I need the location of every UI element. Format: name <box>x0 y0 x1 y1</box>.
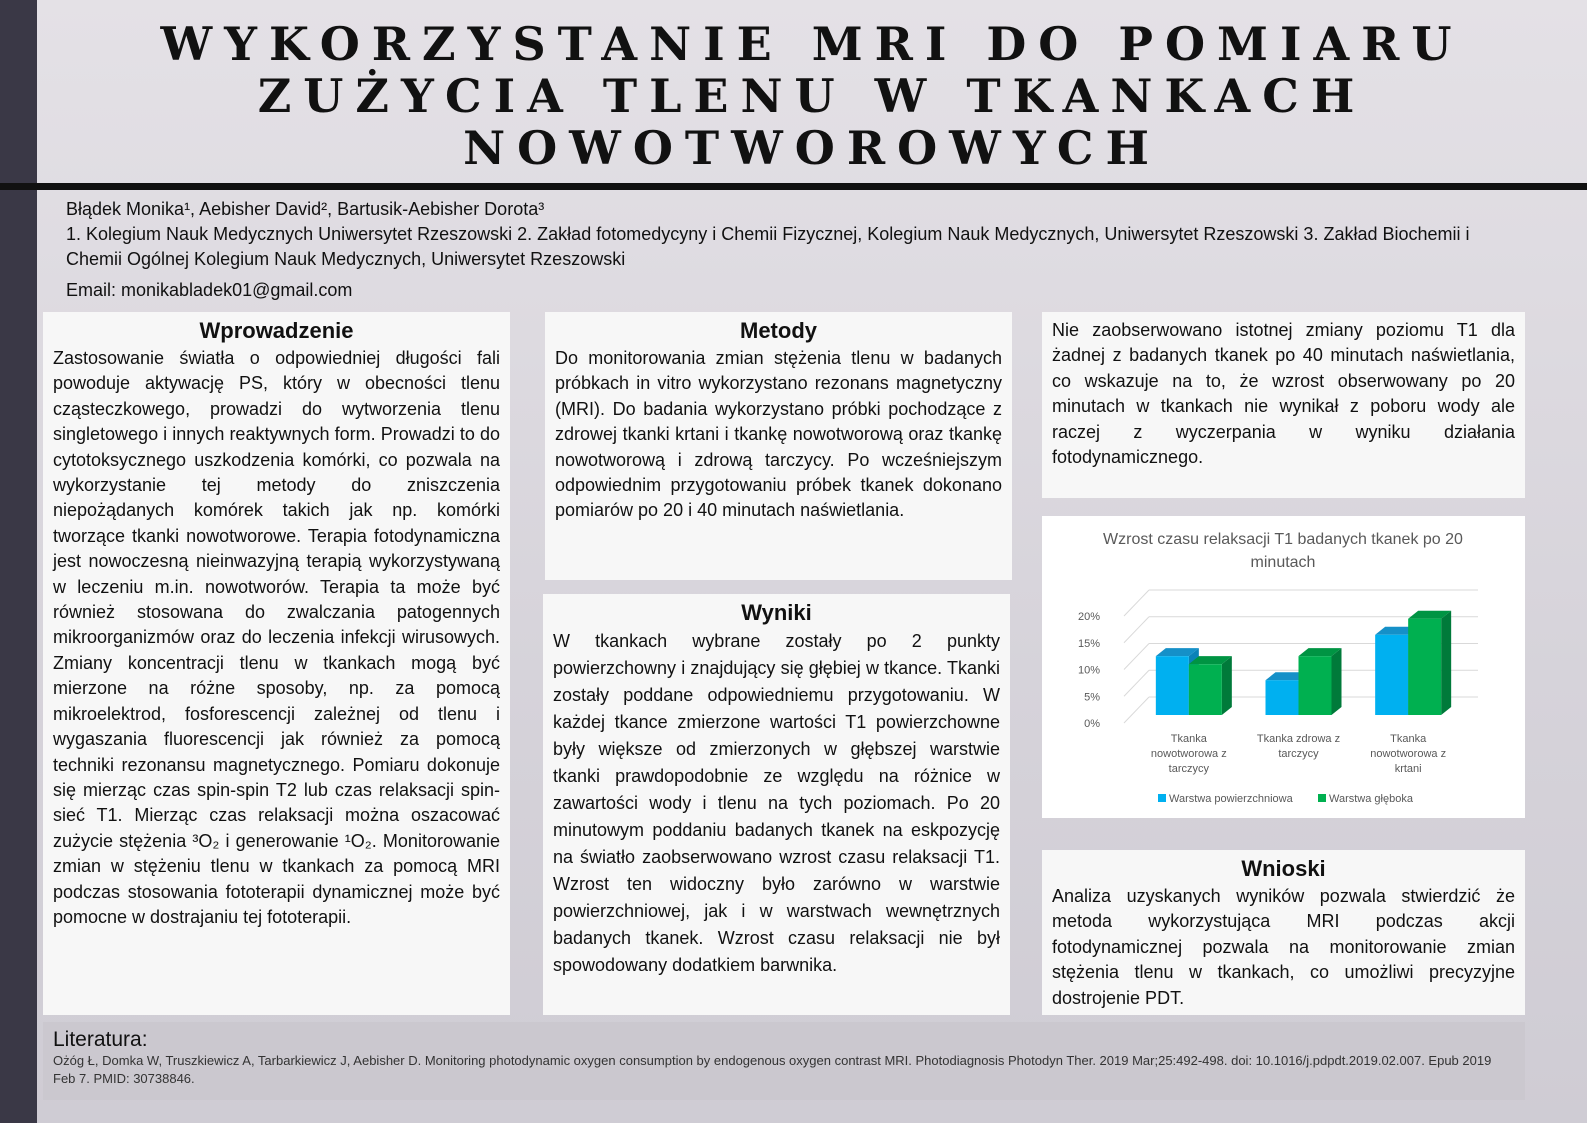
section-text: W tkankach wybrane zostały po 2 punkty powierzchowny i znajdujący się głębiej w tkance. Tkanki zostały poddane odpowiedniemu przygotowaniu. W każdej tkance zmierzone wartości T1 powierzchowne były większe od zmierzonych w głębszej warstwie tkanki prawdopodobnie ze względu na różnice w zawartości wody i tlenu na tych poziomach. Po 20 minutowym poddaniu badanych tkanek na eskpozycję na światło zaobserwowano wzrost czasu relaksacji T1. Wzrost ten widoczny było zarówno w warstwie powierzchniowej, jak i w warstwach wewnętrznych badanych tkanek. Wzrost czasu relaksacji nie był spowodowany dodatkiem barwnika. <box>553 631 1000 975</box>
x-tick-label: nowotworowa z <box>1370 748 1447 760</box>
results-section <box>543 594 1010 1015</box>
section-text: Zastosowanie światła o odpowiedniej długości fali powoduje aktywację PS, który w obecności tlenu cząsteczkowego, prowadzi do wytworzenia tlenu singletowego i innych reaktywnych form. Prowadzi to do cytotoksycznego uszkodzenia komórki, co pozwala na wykorzystanie tej metody do zniszczenia niepożądanych komórek takich jak np. komórki tworzące tkanki nowotworowe. Terapia fotodynamiczna jest nowoczesną nieinwazyjną terapią wykorzystywaną w leczeniu m.in. nowotworów. Terapia ta może być również stosowana do zwalczania patogennych mikroorganizmów oraz do leczenia infekcji wirusowych. Zmiany koncentracji tlenu w tkankach mogą być mierzone na różne sposoby, np. za pomocą mikroelektrod, fosforescencji zależnej od tlenu i wygaszania fluorescencji jak również za pomocą techniki rezonansu magnetycznego. Pomiaru dokonuje się mierząc czas spin-spin T2 lub czas relaksacji spin-sieć T1. Mierząc czas relaksacji można oszacować zużycie stężenia ³O₂ i generowanie ¹O₂. Monitorowanie zmian w stężeniu tlenu w tkankach za pomocą MRI podczas stosowania fototerapii dynamicznej może być pomocne w dostrajaniu tej fototerapii. <box>53 348 500 927</box>
bar <box>1375 635 1408 715</box>
conclusions-section <box>1042 850 1525 1015</box>
side-strip <box>0 0 37 1123</box>
section-heading: Metody <box>740 318 817 343</box>
title-line: ZUŻYCIA TLENU W TKANKACH <box>257 69 1367 123</box>
divider <box>0 183 1587 190</box>
chart-section <box>1042 516 1525 818</box>
bar-side <box>1332 648 1342 715</box>
affiliations: 1. Kolegium Nauk Medycznych Uniwersytet Rzeszowski 2. Zakład fotomedycyny i Chemii Fizycznej, Kolegium Nauk Medycznych, Uniwersytet Rzeszowski 3. Zakład Biochemii i Chemii Ogólnej Kolegium Nauk Medycznych, Uniwersytet Rzeszowski <box>66 224 1470 269</box>
gridline-depth <box>1124 697 1149 723</box>
authors-block <box>66 197 1506 272</box>
poster-title <box>37 18 1587 174</box>
intro-section <box>43 312 510 1015</box>
legend-label: Warstwa powierzchniowa <box>1169 793 1293 805</box>
legend-swatch <box>1158 794 1166 802</box>
y-tick-label: 15% <box>1077 637 1100 650</box>
literature-section <box>43 1022 1525 1100</box>
y-tick-label: 10% <box>1077 664 1100 677</box>
bar <box>1408 619 1441 715</box>
section-heading: Literatura: <box>53 1028 148 1051</box>
bar <box>1299 656 1332 715</box>
bar <box>1266 680 1299 715</box>
section-text: Do monitorowania zmian stężenia tlenu w badanych próbkach in vitro wykorzystano rezonans magnetyczny (MRI). Do badania wykorzystano próbki pochodzące z zdrowej tkanki krtani i tkankę nowotworową oraz tkankę nowotworową i zdrową tarczycy. Po wcześniejszym odpowiednim przygotowaniu próbek tkanek dokonano pomiarów po 20 i 40 minutach naświetlania. <box>555 348 1002 521</box>
x-tick-label: Tkanka <box>1170 733 1207 745</box>
x-tick-label: Tkanka <box>1390 733 1427 745</box>
title-line: NOWOTWOROWYCH <box>463 121 1161 175</box>
x-tick-label: tarczycy <box>1278 748 1319 760</box>
legend-label: Warstwa głęboka <box>1329 793 1413 805</box>
bar-side <box>1222 656 1232 715</box>
x-tick-label: Tkanka zdrowa z <box>1256 733 1341 745</box>
y-tick-label: 0% <box>1084 718 1100 730</box>
gridline-depth <box>1124 670 1149 696</box>
observation-section <box>1042 312 1525 498</box>
email: Email: monikabladek01@gmail.com <box>66 280 353 300</box>
methods-section <box>545 312 1012 580</box>
chart-title: Wzrost czasu relaksacji T1 badanych tkanek po 20 <box>1103 531 1463 548</box>
x-tick-label: krtani <box>1394 763 1422 775</box>
section-text: Analiza uzyskanych wyników pozwala stwierdzić że metoda wykorzystująca MRI podczas akcji fotodynamicznej pozwala na monitorowanie zmian stężenia tlenu w tkankach, co umożliwi precyzyjne dostrojenie PDT. <box>1052 886 1515 1008</box>
bar <box>1189 664 1222 715</box>
reference: Ożóg Ł, Domka W, Truszkiewicz A, Tarbarkiewicz J, Aebisher D. Monitoring photodynamic oxygen consumption by endogenous oxygen contrast MRI. Photodiagnosis Photodyn Ther. 2019 Mar;25:492-498. doi: 10.1016/j.pdpdt.2019.02.007. Epub 2019 Feb 7. PMID: 30738846. <box>53 1053 1492 1086</box>
section-heading: Wprowadzenie <box>199 318 354 343</box>
gridline-depth <box>1124 617 1149 643</box>
gridline-depth <box>1124 590 1149 616</box>
section-text: Nie zaobserwowano istotnej zmiany poziomu T1 dla żadnej z badanych tkanek po 40 minutach naświetlania, co wskazuje na to, że wzrost obserwowany po 20 minutach w tkankach nie wynikał z poboru wody ale raczej z wyczerpania w wyniku działania fotodynamicznego. <box>1052 320 1515 468</box>
x-tick-label: nowotworowa z <box>1150 748 1227 760</box>
gridline-depth <box>1124 644 1149 670</box>
bar <box>1156 656 1189 715</box>
y-tick-label: 20% <box>1077 611 1100 623</box>
bar-chart <box>1042 516 1525 818</box>
section-heading: Wyniki <box>741 600 812 625</box>
chart-title: minutach <box>1250 554 1316 571</box>
section-heading: Wnioski <box>1241 856 1326 881</box>
bar-side <box>1441 611 1451 715</box>
authors: Błądek Monika¹, Aebisher David², Bartusik-Aebisher Dorota³ <box>66 199 545 219</box>
x-tick-label: tarczycy <box>1168 763 1210 775</box>
legend-swatch <box>1318 794 1326 802</box>
title-line: WYKORZYSTANIE MRI DO POMIARU <box>160 17 1464 71</box>
y-tick-label: 5% <box>1084 691 1100 704</box>
